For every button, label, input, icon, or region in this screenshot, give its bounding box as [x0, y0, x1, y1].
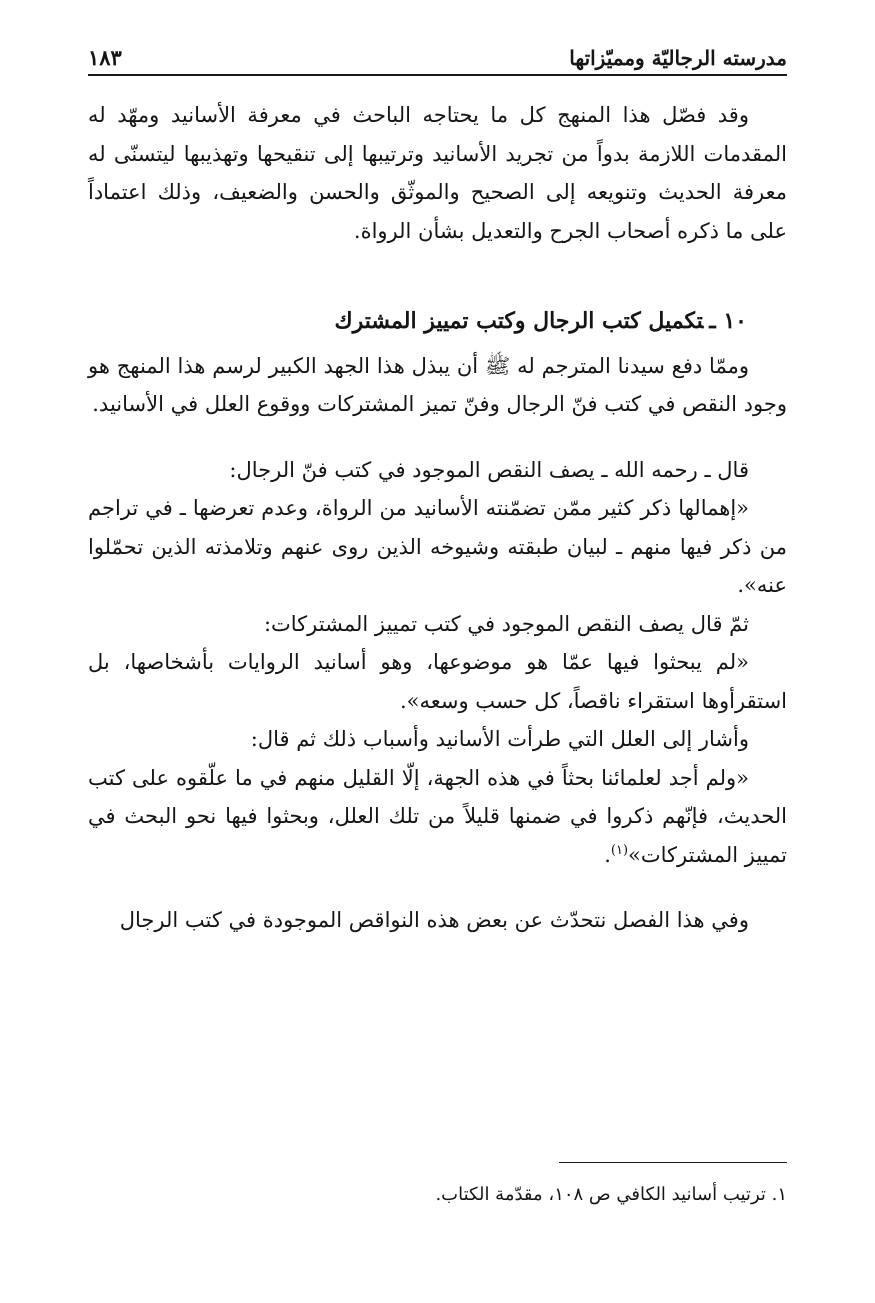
section-title: تكميل كتب الرجال وكتب تمييز المشترك: [334, 308, 704, 334]
quote-mushtarakat: «لم يبحثوا فيها عمّا هو موضوعها، وهو أسانيد الروايات بأشخاصها، بل استقرأوها استقراء ناقصاً، كل حسب وسعه».: [88, 650, 787, 713]
quote-ilal-end: .: [604, 842, 611, 867]
paragraph-closing: وفي هذا الفصل نتحدّث عن بعض هذه النواقص الموجودة في كتب الرجال: [119, 908, 749, 932]
quote-ilal-text: «ولم أجد لعلمائنا بحثاً في هذه الجهة، إلّا القليل منهم في ما علّقوه على كتب الحديث، فإنّهم ذكروا في ضمنها قليلاً من تلك العلل، وبحثوا فيها نحو البحث في تمييز المشتركات»: [88, 765, 787, 867]
section-number: ١٠ ـ: [709, 308, 747, 334]
main-text: [88, 96, 787, 940]
paragraph-motivation: وممّا دفع سيدنا المترجم له ﷺ أن يبذل هذا الجهد الكبير لرسم هذا المنهج هو وجود النقص في كتب فنّ الرجال وفنّ تميز المشتركات ووقوع العلل في الأسانيد.: [88, 353, 787, 416]
quote-rijal: «إهمالها ذكر كثير ممّن تضمّنته الأسانيد من الرواة، وعدم تعرضها ـ في تراجم من ذكر فيها منهم ـ لبيان طبقته وشيوخه الذين روى عنهم وتلامذته الذين تحمّلوا عنه».: [88, 496, 787, 597]
running-title: مدرسته الرجاليّة ومميّزاتها: [569, 46, 787, 70]
page-number: ١٨٣: [88, 45, 122, 70]
footnote-1: ١. ترتيب أسانيد الكافي ص ١٠٨، مقدّمة الكتاب.: [435, 1184, 787, 1205]
paragraph-intro: وقد فصّل هذا المنهج كل ما يحتاجه الباحث في معرفة الأسانيد ومهّد له المقدمات اللازمة بدواً من تجريد الأسانيد وترتيبها إلى تنقيحها وتهذيبها ليتسنّى له معرفة الحديث وتنويعه إلى الصحيح والموثّق والحسن والضعيف، وذلك اعتماداً على ما ذكره أصحاب الجرح والتعديل بشأن الرواة.: [88, 103, 787, 243]
page-header: [88, 30, 787, 76]
footnotes: [88, 1180, 787, 1210]
section-heading: [88, 302, 747, 341]
footnote-divider: [559, 1162, 787, 1163]
footnote-ref: (١): [610, 842, 629, 858]
paragraph-quote-intro-2: ثمّ قال يصف النقص الموجود في كتب تمييز المشتركات:: [263, 611, 749, 636]
quote-ilal: [88, 759, 787, 875]
paragraph-quote-intro-3: وأشار إلى العلل التي طرأت الأسانيد وأسباب ذلك ثم قال:: [250, 727, 749, 751]
paragraph-quote-intro-1: قال ـ رحمه الله ـ يصف النقص الموجود في كتب فنّ الرجال:: [229, 457, 749, 482]
